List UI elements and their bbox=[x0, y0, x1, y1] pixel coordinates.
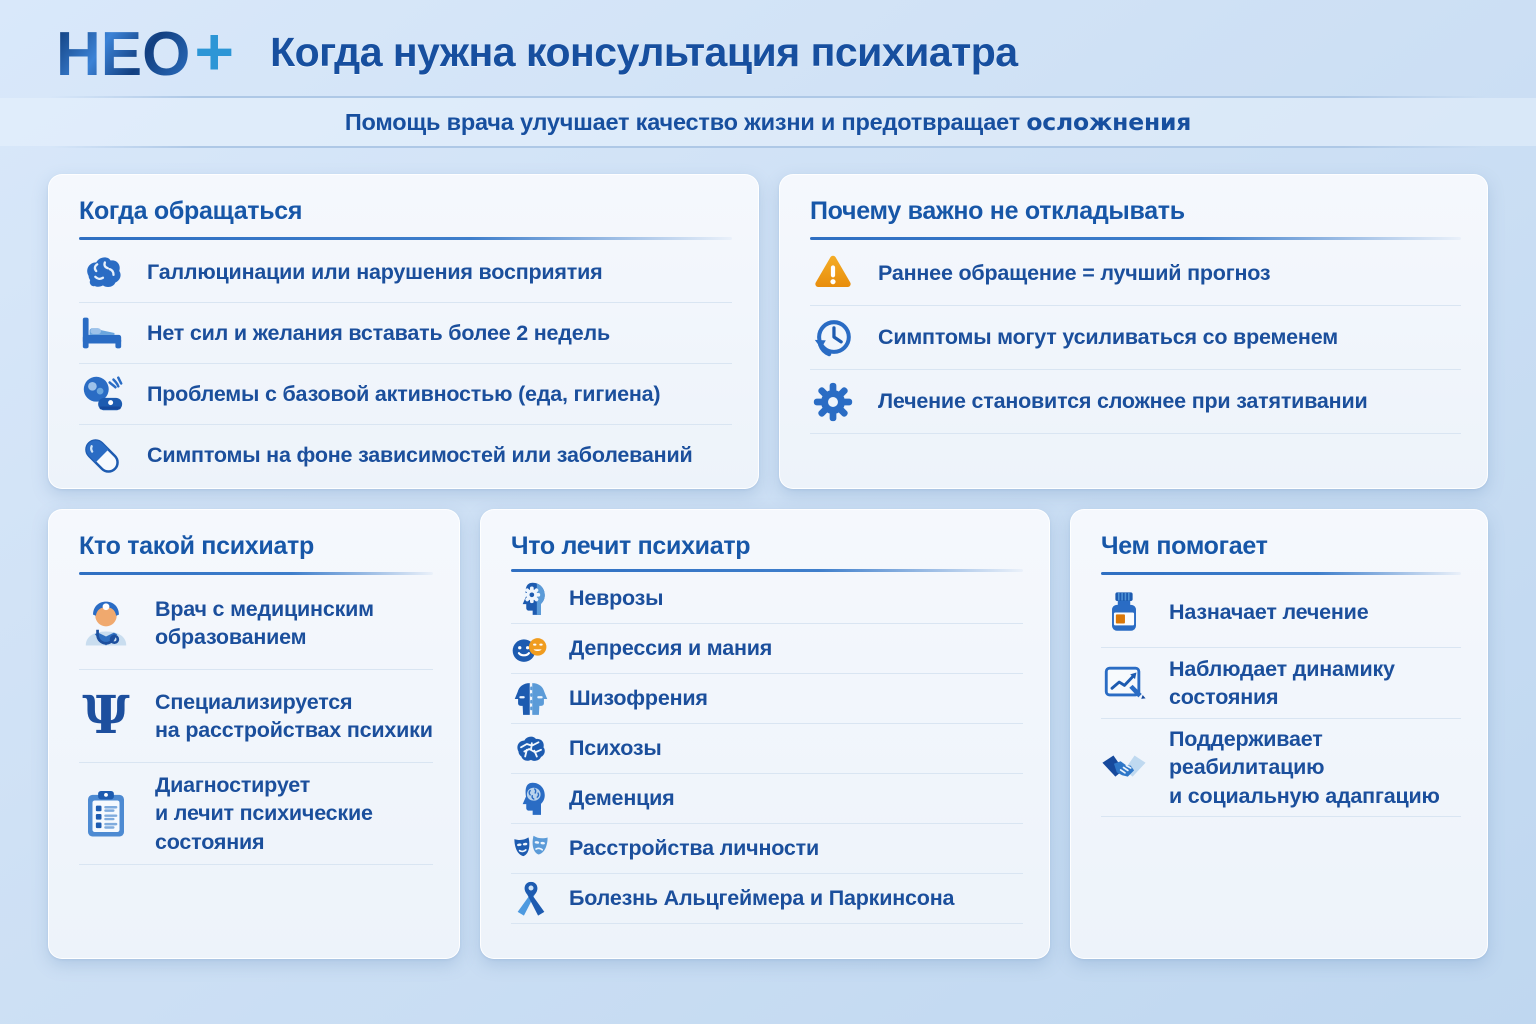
item-text bbox=[155, 771, 433, 856]
list-item bbox=[79, 577, 433, 670]
card-who-is-psychiatrist bbox=[48, 509, 460, 959]
item-text-line: и социальную адапгацию bbox=[1169, 783, 1440, 808]
title-underline bbox=[810, 237, 1461, 240]
header-divider bbox=[50, 146, 1486, 148]
item-text: Симптомы на фоне зависимостей или заболеваний bbox=[147, 443, 693, 468]
card-item-list bbox=[511, 574, 1023, 924]
item-text: Галлюцинации или нарушения восприятия bbox=[147, 259, 603, 284]
list-item bbox=[79, 670, 433, 763]
list-item bbox=[79, 763, 433, 865]
item-text: Нет сил и желания вставать более 2 недель bbox=[147, 320, 610, 345]
list-item bbox=[79, 303, 732, 364]
list-item bbox=[1101, 577, 1461, 648]
card-title: Кто такой психиатр bbox=[79, 532, 314, 560]
card-how-helps bbox=[1070, 509, 1488, 959]
list-item bbox=[511, 724, 1023, 774]
card-item-list bbox=[810, 242, 1461, 434]
head-brain-icon bbox=[511, 779, 551, 819]
item-text: Деменция bbox=[569, 786, 675, 811]
list-item bbox=[79, 242, 732, 303]
awareness-ribbon-icon bbox=[511, 879, 551, 919]
item-text-line: Врач с медицинским bbox=[155, 596, 374, 621]
split-head-icon bbox=[511, 679, 551, 719]
item-text bbox=[1169, 725, 1461, 810]
card-item-list bbox=[79, 242, 732, 486]
list-item bbox=[810, 242, 1461, 306]
item-text: Лечение становится сложнее при затятивании bbox=[878, 389, 1368, 414]
list-item bbox=[511, 574, 1023, 624]
head-gear-icon bbox=[511, 579, 551, 619]
list-item bbox=[810, 370, 1461, 434]
list-item bbox=[1101, 719, 1461, 817]
item-text: Депрессия и мания bbox=[569, 636, 773, 661]
list-item bbox=[511, 874, 1023, 924]
bed-icon bbox=[79, 310, 125, 356]
list-item bbox=[511, 624, 1023, 674]
item-text-line: на расстройствах психики bbox=[155, 718, 433, 742]
psi-symbol-icon: Ψ bbox=[82, 685, 130, 746]
item-text-line: Специализируется bbox=[155, 689, 353, 714]
page-subtitle bbox=[345, 108, 1191, 136]
item-text: Назначает лечение bbox=[1169, 599, 1369, 624]
top-card-row bbox=[48, 174, 1488, 489]
item-text-line: Поддерживает реабилитацию bbox=[1169, 727, 1325, 780]
clipboard-icon bbox=[79, 787, 133, 841]
brain-fracture-icon bbox=[511, 729, 551, 769]
item-text-line: Диагностирует bbox=[155, 773, 311, 797]
item-text: Болезнь Альцгеймера и Паркинсона bbox=[569, 886, 955, 911]
item-text: Проблемы с базовой активностью (еда, гигиена) bbox=[147, 381, 661, 406]
list-item bbox=[511, 824, 1023, 874]
list-item bbox=[810, 306, 1461, 370]
warning-triangle-icon bbox=[810, 251, 856, 297]
header bbox=[0, 0, 1536, 90]
meal-icon bbox=[79, 371, 125, 417]
card-title: Когда обращаться bbox=[79, 197, 303, 225]
doctor-icon bbox=[79, 596, 133, 650]
item-text bbox=[155, 595, 374, 652]
faces-mood-icon bbox=[511, 629, 551, 669]
subtitle-emphasis: осложнения bbox=[1026, 108, 1192, 136]
item-text: Шизофрения bbox=[569, 686, 708, 711]
brain-icon bbox=[79, 249, 125, 295]
card-title: Чем помогает bbox=[1101, 532, 1268, 560]
card-title: Что лечит психиатр bbox=[511, 532, 751, 560]
subtitle-text: Помощь врача улучшает качество жизни и предотвращает bbox=[344, 109, 1021, 135]
list-item bbox=[511, 774, 1023, 824]
logo bbox=[56, 14, 235, 90]
list-item bbox=[79, 425, 732, 486]
list-item bbox=[1101, 648, 1461, 719]
logo-plus-icon: + bbox=[194, 14, 235, 90]
item-text-line: образованием bbox=[155, 625, 307, 649]
page-title: Когда нужна консультация психиатра bbox=[270, 28, 1018, 75]
pill-icon bbox=[79, 433, 125, 479]
item-text-line: и лечит психические состояния bbox=[155, 801, 373, 854]
title-underline bbox=[79, 572, 433, 575]
handshake-icon bbox=[1101, 745, 1147, 791]
gear-icon bbox=[810, 379, 856, 425]
clock-history-icon bbox=[810, 315, 856, 361]
card-when-to-seek-help bbox=[48, 174, 759, 489]
bottom-card-row bbox=[48, 509, 1488, 959]
item-text: Симптомы могут усиливаться со временем bbox=[878, 325, 1338, 350]
medicine-bottle-icon bbox=[1101, 589, 1147, 635]
list-item bbox=[79, 364, 732, 425]
item-text: Неврозы bbox=[569, 586, 664, 611]
title-underline bbox=[79, 237, 732, 240]
card-what-psychiatrist-treats bbox=[480, 509, 1050, 959]
item-text: Расстройства личности bbox=[569, 836, 819, 861]
title-underline bbox=[511, 569, 1023, 572]
item-text bbox=[155, 688, 433, 745]
chart-growth-icon bbox=[1101, 660, 1147, 706]
item-text: Психозы bbox=[569, 736, 662, 761]
item-text: Наблюдает динамику состояния bbox=[1169, 656, 1395, 709]
card-title: Почему важно не откладывать bbox=[810, 197, 1185, 225]
theater-masks-icon bbox=[511, 829, 551, 869]
logo-text: НЕО bbox=[56, 20, 191, 89]
subtitle-band bbox=[0, 98, 1536, 146]
item-text: Раннее обращение = лучший прогноз bbox=[878, 261, 1271, 286]
card-why-not-delay bbox=[779, 174, 1488, 489]
list-item bbox=[511, 674, 1023, 724]
title-underline bbox=[1101, 572, 1461, 575]
card-item-list bbox=[1101, 577, 1461, 817]
card-item-list bbox=[79, 577, 433, 865]
